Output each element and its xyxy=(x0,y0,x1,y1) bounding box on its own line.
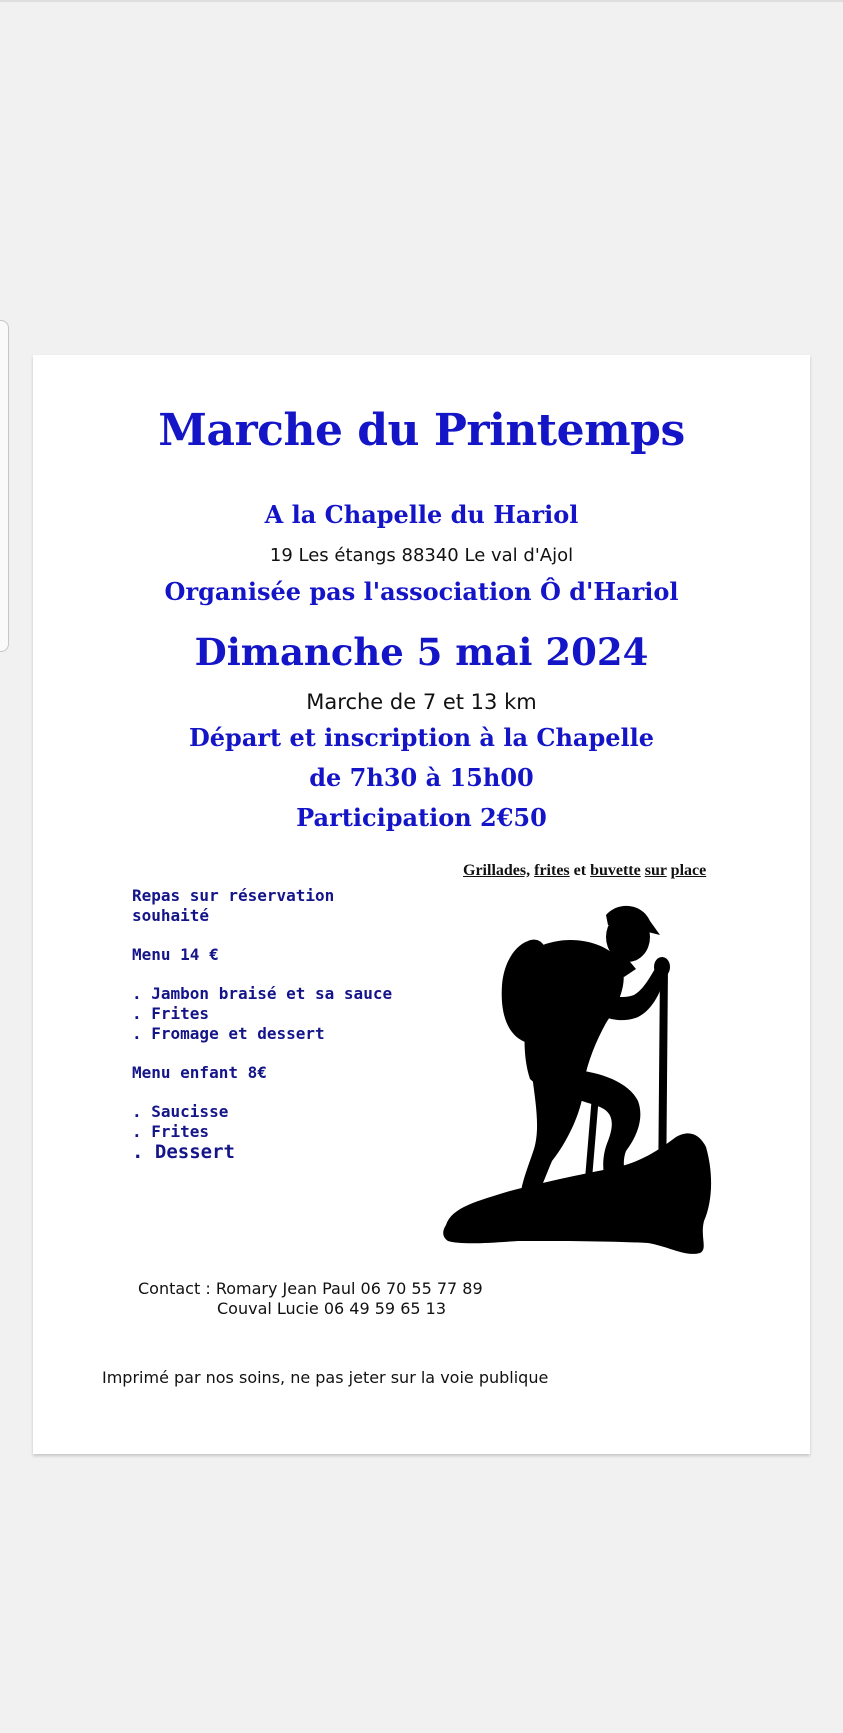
side-panel-handle[interactable] xyxy=(0,320,9,652)
food-notice xyxy=(463,862,706,880)
participation-text: Participation 2€50 xyxy=(296,803,547,832)
food-word: sur xyxy=(644,862,667,879)
location-heading: A la Chapelle du Hariol xyxy=(264,500,579,529)
child-menu-title: Menu enfant 8€ xyxy=(132,1063,267,1082)
contact-line-2: Couval Lucie 06 49 59 65 13 xyxy=(217,1299,446,1318)
organizer-heading: Organisée pas l'association Ô d'Hariol xyxy=(164,577,679,606)
flyer-page xyxy=(33,355,810,1454)
departure-text: Départ et inscription à la Chapelle xyxy=(188,723,655,752)
menu-item: . Frites xyxy=(132,1004,210,1023)
food-word: Grillades, xyxy=(463,862,531,879)
rock-shape xyxy=(443,1133,711,1254)
food-word: frites xyxy=(534,862,570,879)
top-divider xyxy=(0,0,843,2)
menu-block xyxy=(132,886,392,1162)
menu-item: . Jambon braisé et sa sauce xyxy=(132,984,393,1003)
adult-menu-title: Menu 14 € xyxy=(132,945,219,964)
menu-item: . Fromage et dessert xyxy=(132,1024,325,1043)
contact-line-1: Contact : Romary Jean Paul 06 70 55 77 89 xyxy=(138,1279,483,1298)
menu-item: . Frites xyxy=(132,1122,210,1141)
footer-notice: Imprimé par nos soins, ne pas jeter sur la voie publique xyxy=(102,1368,549,1387)
distance-text: Marche de 7 et 13 km xyxy=(306,690,537,714)
hours-text: de 7h30 à 15h00 xyxy=(309,763,534,792)
menu-item: . Saucisse xyxy=(132,1102,229,1121)
menu-item: . Dessert xyxy=(132,1141,235,1163)
food-word: place xyxy=(670,862,707,879)
food-word: buvette xyxy=(590,862,641,879)
reservation-line: souhaité xyxy=(132,906,210,925)
reservation-line: Repas sur réservation xyxy=(132,886,335,905)
food-word: et xyxy=(573,862,587,879)
event-date: Dimanche 5 mai 2024 xyxy=(194,630,649,674)
hiker-silhouette-icon xyxy=(438,885,768,1265)
address-text: 19 Les étangs 88340 Le val d'Ajol xyxy=(269,545,574,566)
flyer-title: Marche du Printemps xyxy=(158,405,685,456)
